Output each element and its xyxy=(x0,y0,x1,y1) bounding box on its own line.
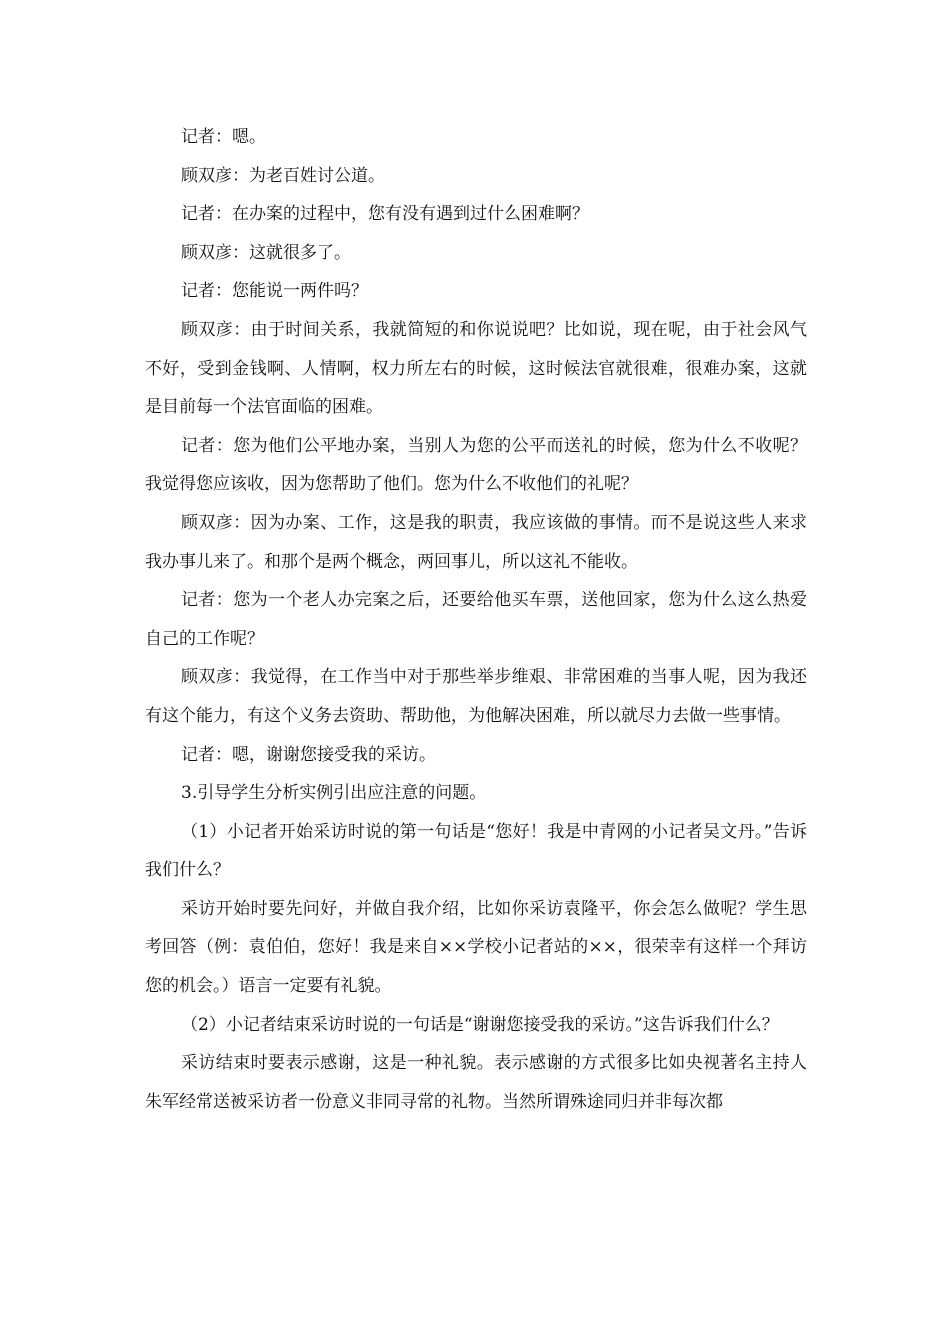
paragraph-reporter-en: 记者：嗯。 xyxy=(181,127,266,147)
paragraph-reporter-gift-question: 记者：您为他们公平地办案，当别人为您的公平而送礼的时候，您为什么不收呢？我觉得您应该收，因为您帮助了他们。您为什么不收他们的礼呢？ xyxy=(145,435,807,495)
paragraph-section-3-heading: 3.引导学生分析实例引出应注意的问题。 xyxy=(181,783,487,804)
paragraph-point-2-question: （2）小记者结束采访时说的一句话是“谢谢您接受我的采访。”这告诉我们什么？ xyxy=(181,1014,779,1035)
paragraph-point-1-question: （1）小记者开始采访时说的第一句话是“您好！我是中青网的小记者吴文丹。”告诉我们什么？ xyxy=(145,821,807,881)
paragraph-gu-difficulty-answer: 顾双彦：由于时间关系，我就简短的和你说说吧？比如说，现在呢，由于社会风气不好，受到金钱啊、人情啊，权力所左右的时候，这时候法官就很难，很难办案，这就是目前每一个法官面临的困难。 xyxy=(145,319,807,418)
paragraph-gu-gift-answer: 顾双彦：因为办案、工作，这是我的职责，我应该做的事情。而不是说这些人来求我办事儿来了。和那个是两个概念，两回事儿，所以这礼不能收。 xyxy=(145,512,807,572)
paragraph-point-1-answer: 采访开始时要先问好，并做自我介绍，比如你采访袁隆平，你会怎么做呢？学生思考回答（例：袁伯伯，您好！我是来自××学校小记者站的××，很荣幸有这样一个拜访您的机会。）语言一定要有礼貌。 xyxy=(145,898,807,997)
paragraph-gu-many: 顾双彦：这就很多了。 xyxy=(181,242,351,263)
paragraph-gu-love-work-answer: 顾双彦：我觉得，在工作当中对于那些举步维艰、非常困难的当事人呢，因为我还有这个能力，有这个义务去资助、帮助他，为他解决困难，所以就尽力去做一些事情。 xyxy=(145,667,807,726)
paragraph-gu-justice: 顾双彦：为老百姓讨公道。 xyxy=(181,165,385,186)
paragraph-point-2-answer: 采访结束时要表示感谢，这是一种礼貌。表示感谢的方式很多比如央视著名主持人朱军经常送被采访者一份意义非同寻常的礼物。当然所谓殊途同归并非每次都 xyxy=(145,1053,807,1112)
paragraph-reporter-thanks: 记者：嗯，谢谢您接受我的采访。 xyxy=(181,744,436,765)
paragraph-reporter-examples-question: 记者：您能说一两件吗？ xyxy=(181,281,368,302)
paragraph-reporter-love-work-question: 记者：您为一个老人办完案之后，还要给他买车票，送他回家，您为什么这么热爱自己的工作呢？ xyxy=(145,590,807,649)
document-body xyxy=(145,118,807,1121)
paragraph-reporter-difficulty-question: 记者：在办案的过程中，您有没有遇到过什么困难啊？ xyxy=(181,204,589,225)
